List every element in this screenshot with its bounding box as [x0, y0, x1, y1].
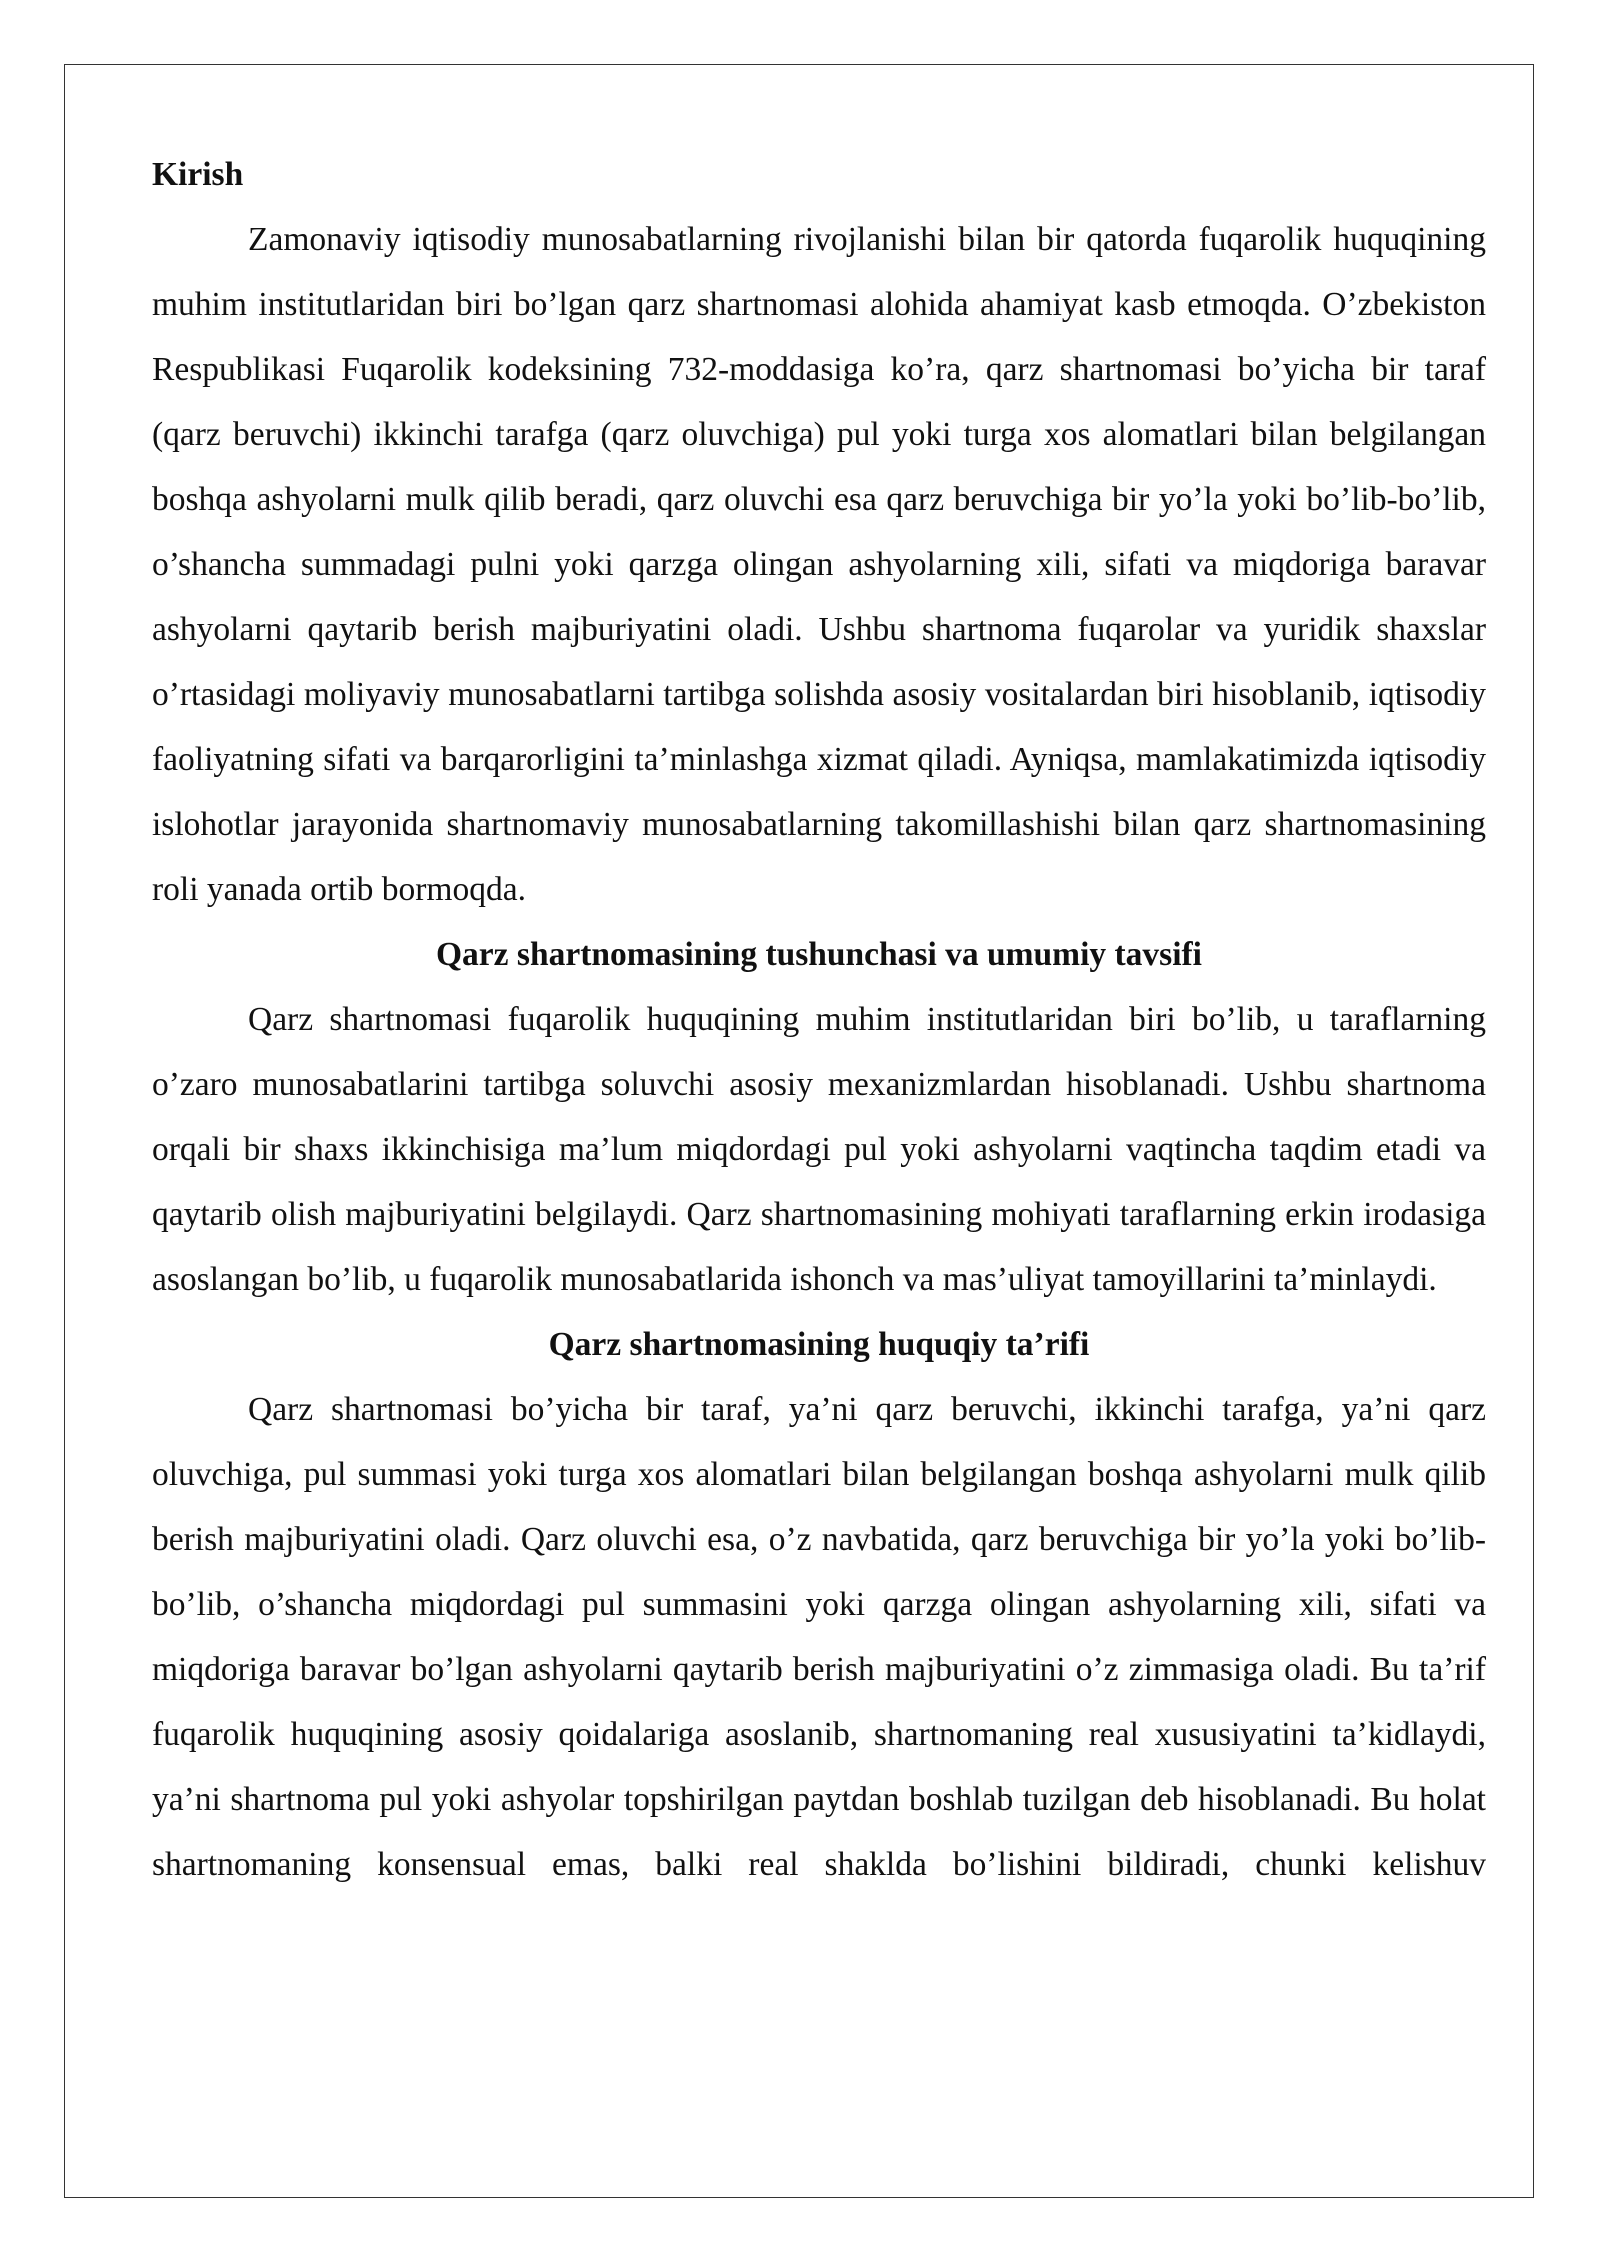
definition-heading: Qarz shartnomasining huquqiy ta’rifi — [548, 1326, 1090, 1363]
concept-heading: Qarz shartnomasining tushunchasi va umumiy tavsifi — [436, 936, 1202, 973]
intro-heading: Kirish — [152, 156, 244, 193]
document-body — [152, 142, 1486, 1897]
intro-paragraph: Zamonaviy iqtisodiy munosabatlarning rivojlanishi bilan bir qatorda fuqarolik huquqining muhim institutlaridan biri bo’lgan qarz shartnomasi alohida ahamiyat kasb etmoqda. O’zbekiston Respublikasi Fuqarolik kodeksining 732-moddasiga ko’ra, qarz shartnomasi bo’yicha bir taraf (qarz beruvchi) ikkinchi tarafga (qarz oluvchiga) pul yoki turga xos alomatlari bilan belgilangan boshqa ashyolarni mulk qilib beradi, qarz oluvchi esa qarz beruvchiga bir yo’la yoki bo’lib-bo’lib, o’shancha summadagi pulni yoki qarzga olingan ashyolarning xili, sifati va miqdoriga baravar ashyolarni qaytarib berish majburiyatini oladi. Ushbu shartnoma fuqarolar va yuridik shaxslar o’rtasidagi moliyaviy munosabatlarni tartibga solishda asosiy vositalardan biri hisoblanib, iqtisodiy faoliyatning sifati va barqarorligini ta’minlashga xizmat qiladi. Ayniqsa, mamlakatimizda iqtisodiy islohotlar jarayonida shartnomaviy munosabatlarning takomillashishi bilan qarz shartnomasining roli yanada ortib bormoqda. — [152, 221, 1486, 908]
concept-paragraph: Qarz shartnomasi fuqarolik huquqining muhim institutlaridan biri bo’lib, u taraflarning o’zaro munosabatlarini tartibga soluvchi asosiy mexanizmlardan hisoblanadi. Ushbu shartnoma orqali bir shaxs ikkinchisiga ma’lum miqdordagi pul yoki ashyolarni vaqtincha taqdim etadi va qaytarib olish majburiyatini belgilaydi. Qarz shartnomasining mohiyati taraflarning erkin irodasiga asoslangan bo’lib, u fuqarolik munosabatlarida ishonch va mas’uliyat tamoyillarini ta’minlaydi. — [152, 1001, 1486, 1298]
definition-paragraph: Qarz shartnomasi bo’yicha bir taraf, ya’ni qarz beruvchi, ikkinchi tarafga, ya’ni qarz oluvchiga, pul summasi yoki turga xos alomatlari bilan belgilangan boshqa ashyolarni mulk qilib berish majburiyatini oladi. Qarz oluvchi esa, o’z navbatida, qarz beruvchiga bir yo’la yoki bo’lib-bo’lib, o’shancha miqdordagi pul summasini yoki qarzga olingan ashyolarning xili, sifati va miqdoriga baravar bo’lgan ashyolarni qaytarib berish majburiyatini o’z zimmasiga oladi. Bu ta’rif fuqarolik huquqining asosiy qoidalariga asoslanib, shartnomaning real xususiyatini ta’kidlaydi, ya’ni shartnoma pul yoki ashyolar topshirilgan paytdan boshlab tuzilgan deb hisoblanadi. Bu holat shartnomaning konsensual emas, balki real shaklda bo’lishini bildiradi, chunki kelishuv — [152, 1391, 1486, 1883]
